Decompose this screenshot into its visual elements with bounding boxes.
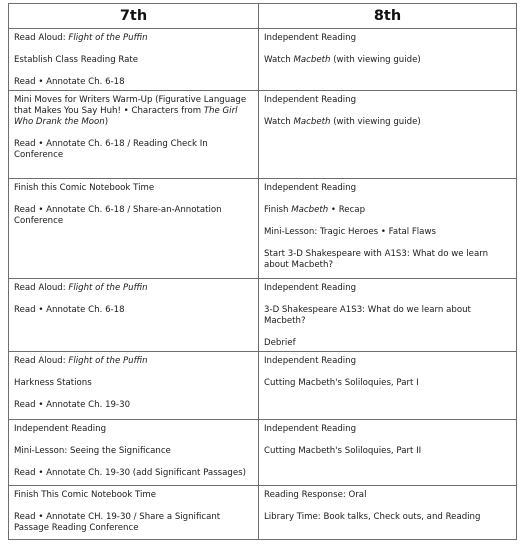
grade-7-cell xyxy=(9,279,259,352)
activity-line xyxy=(14,33,254,44)
activity-line xyxy=(14,490,254,501)
grade-8-cell xyxy=(259,179,517,279)
activity-text: • Recap xyxy=(328,205,366,215)
activity-text: Independent Reading xyxy=(264,95,357,105)
activity-line xyxy=(14,424,254,435)
grade-8-cell xyxy=(259,486,517,540)
title-text: Flight of the Puffin xyxy=(68,283,148,293)
title-text: Macbeth xyxy=(293,117,331,127)
activity-text: Independent Reading xyxy=(264,33,357,43)
activity-text: (with viewing guide) xyxy=(330,117,421,127)
activity-text: Independent Reading xyxy=(264,356,357,366)
title-text: Macbeth xyxy=(293,55,331,65)
table-row xyxy=(9,352,517,420)
title-text: Flight of the Puffin xyxy=(68,33,148,43)
table-row xyxy=(9,179,517,279)
grade-8-cell xyxy=(259,420,517,486)
activity-text: Mini Moves for Writers Warm-Up (Figurative Language that Makes You Say Huh! • Characters from xyxy=(14,95,247,116)
activity-line xyxy=(264,283,512,294)
activity-text: Independent Reading xyxy=(264,283,357,293)
activity-text: 3-D Shakespeare A1S3: What do we learn about Macbeth? xyxy=(264,305,471,326)
activity-text: Read • Annotate Ch. 19-30 xyxy=(14,400,131,410)
grade-8-cell xyxy=(259,352,517,420)
header-8th: 8th xyxy=(259,4,517,29)
activity-text: Reading Response: Oral xyxy=(264,490,367,500)
activity-line xyxy=(264,183,512,194)
activity-text: (with viewing guide) xyxy=(330,55,421,65)
header-7th: 7th xyxy=(9,4,259,29)
grade-8-cell xyxy=(259,29,517,91)
grade-7-cell xyxy=(9,486,259,540)
activity-line xyxy=(264,305,512,327)
activity-line xyxy=(264,446,512,457)
activity-text: Finish xyxy=(264,205,292,215)
activity-text: Read Aloud: xyxy=(14,356,69,366)
activity-line xyxy=(264,33,512,44)
activity-text: Read • Annotate Ch. 6-18 xyxy=(14,77,125,87)
activity-text: Harkness Stations xyxy=(14,378,92,388)
activity-text: Read • Annotate CH. 19-30 / Share a Significant Passage Reading Conference xyxy=(14,512,221,533)
table-row xyxy=(9,279,517,352)
title-text: The Girl Who Drank the Moon xyxy=(14,106,238,127)
activity-text: Library Time: Book talks, Check outs, and Reading xyxy=(264,512,481,522)
activity-line xyxy=(14,512,254,534)
activity-text: Independent Reading xyxy=(14,424,107,434)
activity-text: Read Aloud: xyxy=(14,283,69,293)
activity-text: ) xyxy=(104,117,109,127)
activity-line xyxy=(264,205,512,216)
lesson-plan-table xyxy=(8,3,517,540)
activity-text: Debrief xyxy=(264,338,296,348)
activity-text: Start 3-D Shakespeare with A1S3: What do we learn about Macbeth? xyxy=(264,249,489,270)
activity-line xyxy=(14,205,254,227)
table-row xyxy=(9,29,517,91)
activity-text: Cutting Macbeth's Soliloquies, Part I xyxy=(264,378,419,388)
grade-7-cell xyxy=(9,91,259,179)
grade-7-cell xyxy=(9,352,259,420)
activity-line xyxy=(14,77,254,88)
activity-text: Mini-Lesson: Tragic Heroes • Fatal Flaws xyxy=(264,227,436,237)
activity-line xyxy=(14,55,254,66)
activity-line xyxy=(14,139,254,161)
grade-8-cell xyxy=(259,91,517,179)
title-text: Flight of the Puffin xyxy=(68,356,148,366)
activity-line xyxy=(14,446,254,457)
table-row xyxy=(9,420,517,486)
grade-7-cell xyxy=(9,179,259,279)
activity-text: Independent Reading xyxy=(264,424,357,434)
activity-line xyxy=(14,356,254,367)
table-row xyxy=(9,91,517,179)
activity-line xyxy=(264,378,512,389)
table-body xyxy=(9,29,517,540)
activity-line xyxy=(14,400,254,411)
activity-line xyxy=(14,183,254,194)
activity-line xyxy=(14,378,254,389)
activity-text: Watch xyxy=(264,117,294,127)
activity-line xyxy=(264,424,512,435)
activity-line xyxy=(264,95,512,106)
activity-line xyxy=(14,95,254,128)
activity-text: Establish Class Reading Rate xyxy=(14,55,139,65)
grade-7-cell xyxy=(9,420,259,486)
activity-line xyxy=(264,55,512,66)
activity-line xyxy=(264,512,512,523)
activity-text: Finish this Comic Notebook Time xyxy=(14,183,155,193)
activity-line xyxy=(264,117,512,128)
activity-text: Finish This Comic Notebook Time xyxy=(14,490,157,500)
header-row xyxy=(9,4,517,29)
activity-text: Read Aloud: xyxy=(14,33,69,43)
activity-text: Read • Annotate Ch. 6-18 xyxy=(14,305,125,315)
grade-8-cell xyxy=(259,279,517,352)
activity-line xyxy=(264,490,512,501)
activity-text: Independent Reading xyxy=(264,183,357,193)
grade-7-cell xyxy=(9,29,259,91)
activity-text: Read • Annotate Ch. 6-18 / Share-an-Annotation Conference xyxy=(14,205,222,226)
activity-line xyxy=(14,468,254,479)
activity-text: Watch xyxy=(264,55,294,65)
activity-line xyxy=(264,356,512,367)
activity-line xyxy=(14,283,254,294)
activity-line xyxy=(264,249,512,271)
activity-line xyxy=(14,305,254,316)
activity-text: Read • Annotate Ch. 19-30 (add Significant Passages) xyxy=(14,468,246,478)
activity-text: Cutting Macbeth's Soliloquies, Part II xyxy=(264,446,422,456)
table-row xyxy=(9,486,517,540)
activity-text: Read • Annotate Ch. 6-18 / Reading Check In Conference xyxy=(14,139,208,160)
activity-line xyxy=(264,338,512,349)
activity-text: Mini-Lesson: Seeing the Significance xyxy=(14,446,171,456)
activity-line xyxy=(264,227,512,238)
title-text: Macbeth xyxy=(291,205,329,215)
